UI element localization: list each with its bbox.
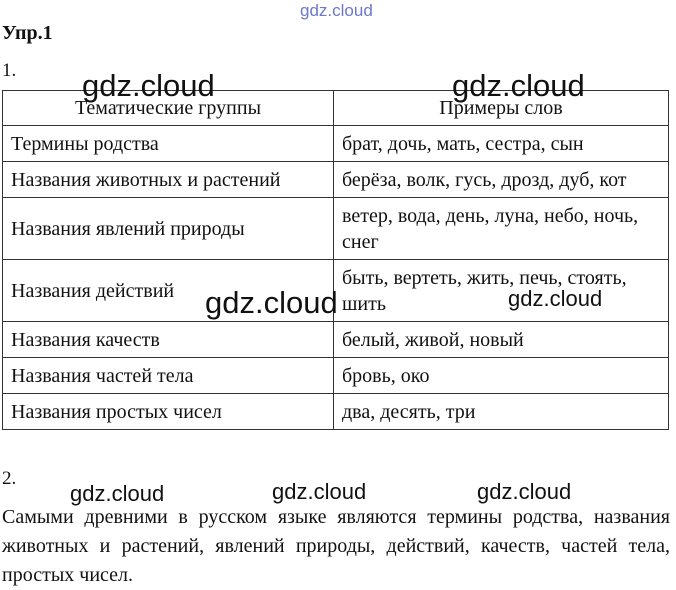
header-groups: Тематические группы xyxy=(3,91,334,126)
header-examples: Примеры слов xyxy=(334,91,669,126)
part-1-number: 1. xyxy=(2,60,17,81)
examples-cell: два, десять, три xyxy=(334,394,669,430)
watermark: gdz.cloud xyxy=(82,68,215,103)
watermark: gdz.cloud xyxy=(205,285,338,320)
table-row xyxy=(3,198,669,260)
table-row xyxy=(3,322,669,358)
examples-cell: берёза, волк, гусь, дрозд, дуб, кот xyxy=(334,162,669,198)
examples-cell: быть, вертеть, жить, печь, стоять, шить xyxy=(334,260,669,322)
watermark: gdz.cloud xyxy=(508,286,603,311)
group-cell: Термины родства xyxy=(3,126,334,162)
watermark: gdz.cloud xyxy=(70,481,165,506)
watermark: gdz.cloud xyxy=(452,68,585,103)
examples-cell: бровь, око xyxy=(334,358,669,394)
answer-paragraph: Самыми древними в русском языке являются термины родства, названия животных и растений, явлений природы, действий, качеств, частей тела, простых чисел. xyxy=(2,506,670,586)
thematic-groups-table xyxy=(2,90,669,430)
table-row xyxy=(3,126,669,162)
group-cell: Названия частей тела xyxy=(3,358,334,394)
watermark: gdz.cloud xyxy=(477,479,572,504)
group-cell: Названия действий xyxy=(3,260,334,322)
examples-cell: брат, дочь, мать, сестра, сын xyxy=(334,126,669,162)
table-row xyxy=(3,394,669,430)
watermark: gdz.cloud xyxy=(272,479,367,504)
examples-cell: ветер, вода, день, луна, небо, ночь, снег xyxy=(334,198,669,260)
group-cell: Названия животных и растений xyxy=(3,162,334,198)
examples-cell: белый, живой, новый xyxy=(334,322,669,358)
exercise-title: Упр.1 xyxy=(2,22,53,44)
group-cell: Названия простых чисел xyxy=(3,394,334,430)
table-row xyxy=(3,162,669,198)
part-2-number: 2. xyxy=(2,468,17,489)
watermark: gdz.cloud xyxy=(300,1,373,20)
group-cell: Названия качеств xyxy=(3,322,334,358)
table-row xyxy=(3,358,669,394)
group-cell: Названия явлений природы xyxy=(3,198,334,260)
